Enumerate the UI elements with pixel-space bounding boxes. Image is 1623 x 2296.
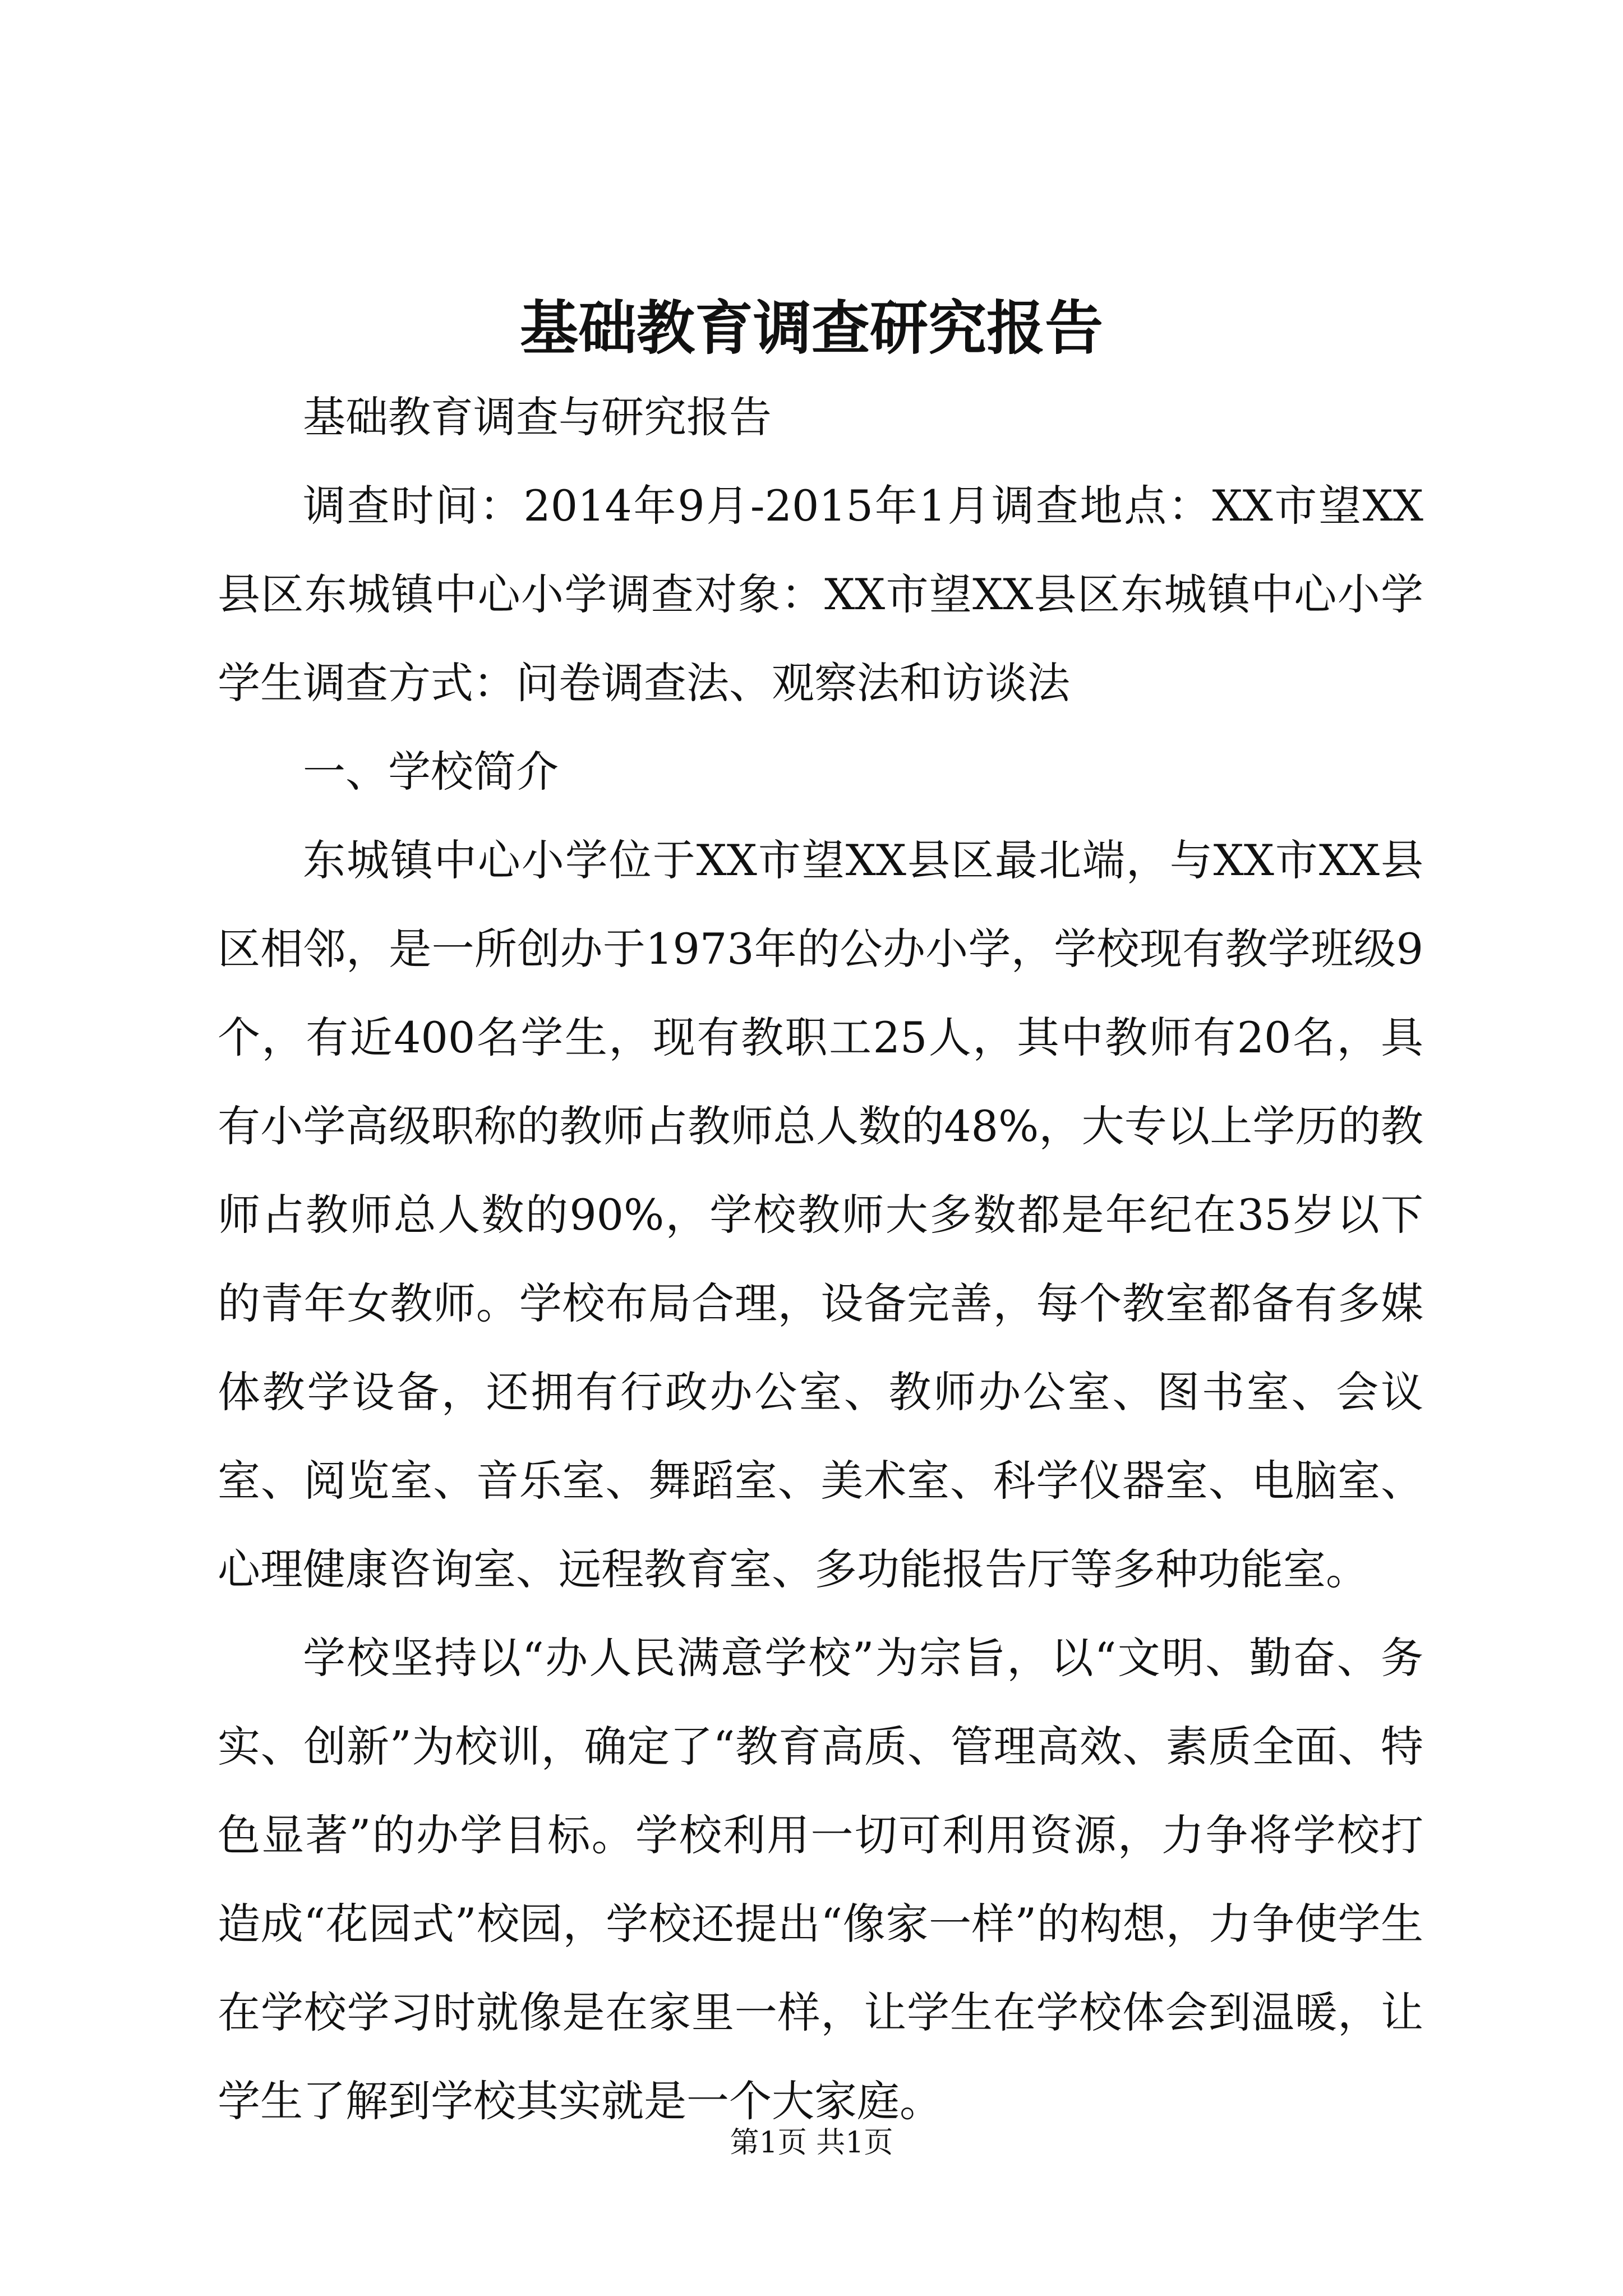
section-heading-school-intro: 一、学校简介 xyxy=(303,747,559,797)
paragraph-subtitle: 基础教育调查与研究报告 xyxy=(303,392,772,442)
paragraph-school-philosophy: 学校坚持以“办人民满意学校”为宗旨，以“文明、勤奋、务实、创新”为校训，确定了“教育高质、管理高效、素质全面、特色显著”的办学目标。学校利用一切可利用资源，力争将学校打造成“花园式”校园，学校还提出“像家一样”的构想，力争使学生在学校学习时就像是在家里一样，让学生在学校体会到温暖，让学生了解到学校其实就是一个大家庭。 xyxy=(218,1633,1423,2126)
page-footer: 第1页 共1页 xyxy=(730,2126,893,2160)
document-body xyxy=(218,373,1423,2146)
paragraph-school-overview: 东城镇中心小学位于XX市望XX县区最北端，与XX市XX县区相邻，是一所创办于1973年的公办小学，学校现有教学班级9个，有近400名学生，现有教职工25人，其中教师有20名，具有小学高级职称的教师占教师总人数的48%，大专以上学历的教师占教师总人数的90%，学校教师大多数都是年纪在35岁以下的青年女教师。学校布局合理，设备完善，每个教室都备有多媒体教学设备，还拥有行政办公室、教师办公室、图书室、会议室、阅览室、音乐室、舞蹈室、美术室、科学仪器室、电脑室、心理健康咨询室、远程教育室、多功能报告厅等多种功能室。 xyxy=(218,835,1423,1594)
paragraph-survey-info: 调查时间：2014年9月-2015年1月调查地点：XX市望XX县区东城镇中心小学调查对象：XX市望XX县区东城镇中心小学学生调查方式：问卷调查法、观察法和访谈法 xyxy=(218,481,1423,708)
page-title: 基础教育调查研究报告 xyxy=(519,293,1103,362)
